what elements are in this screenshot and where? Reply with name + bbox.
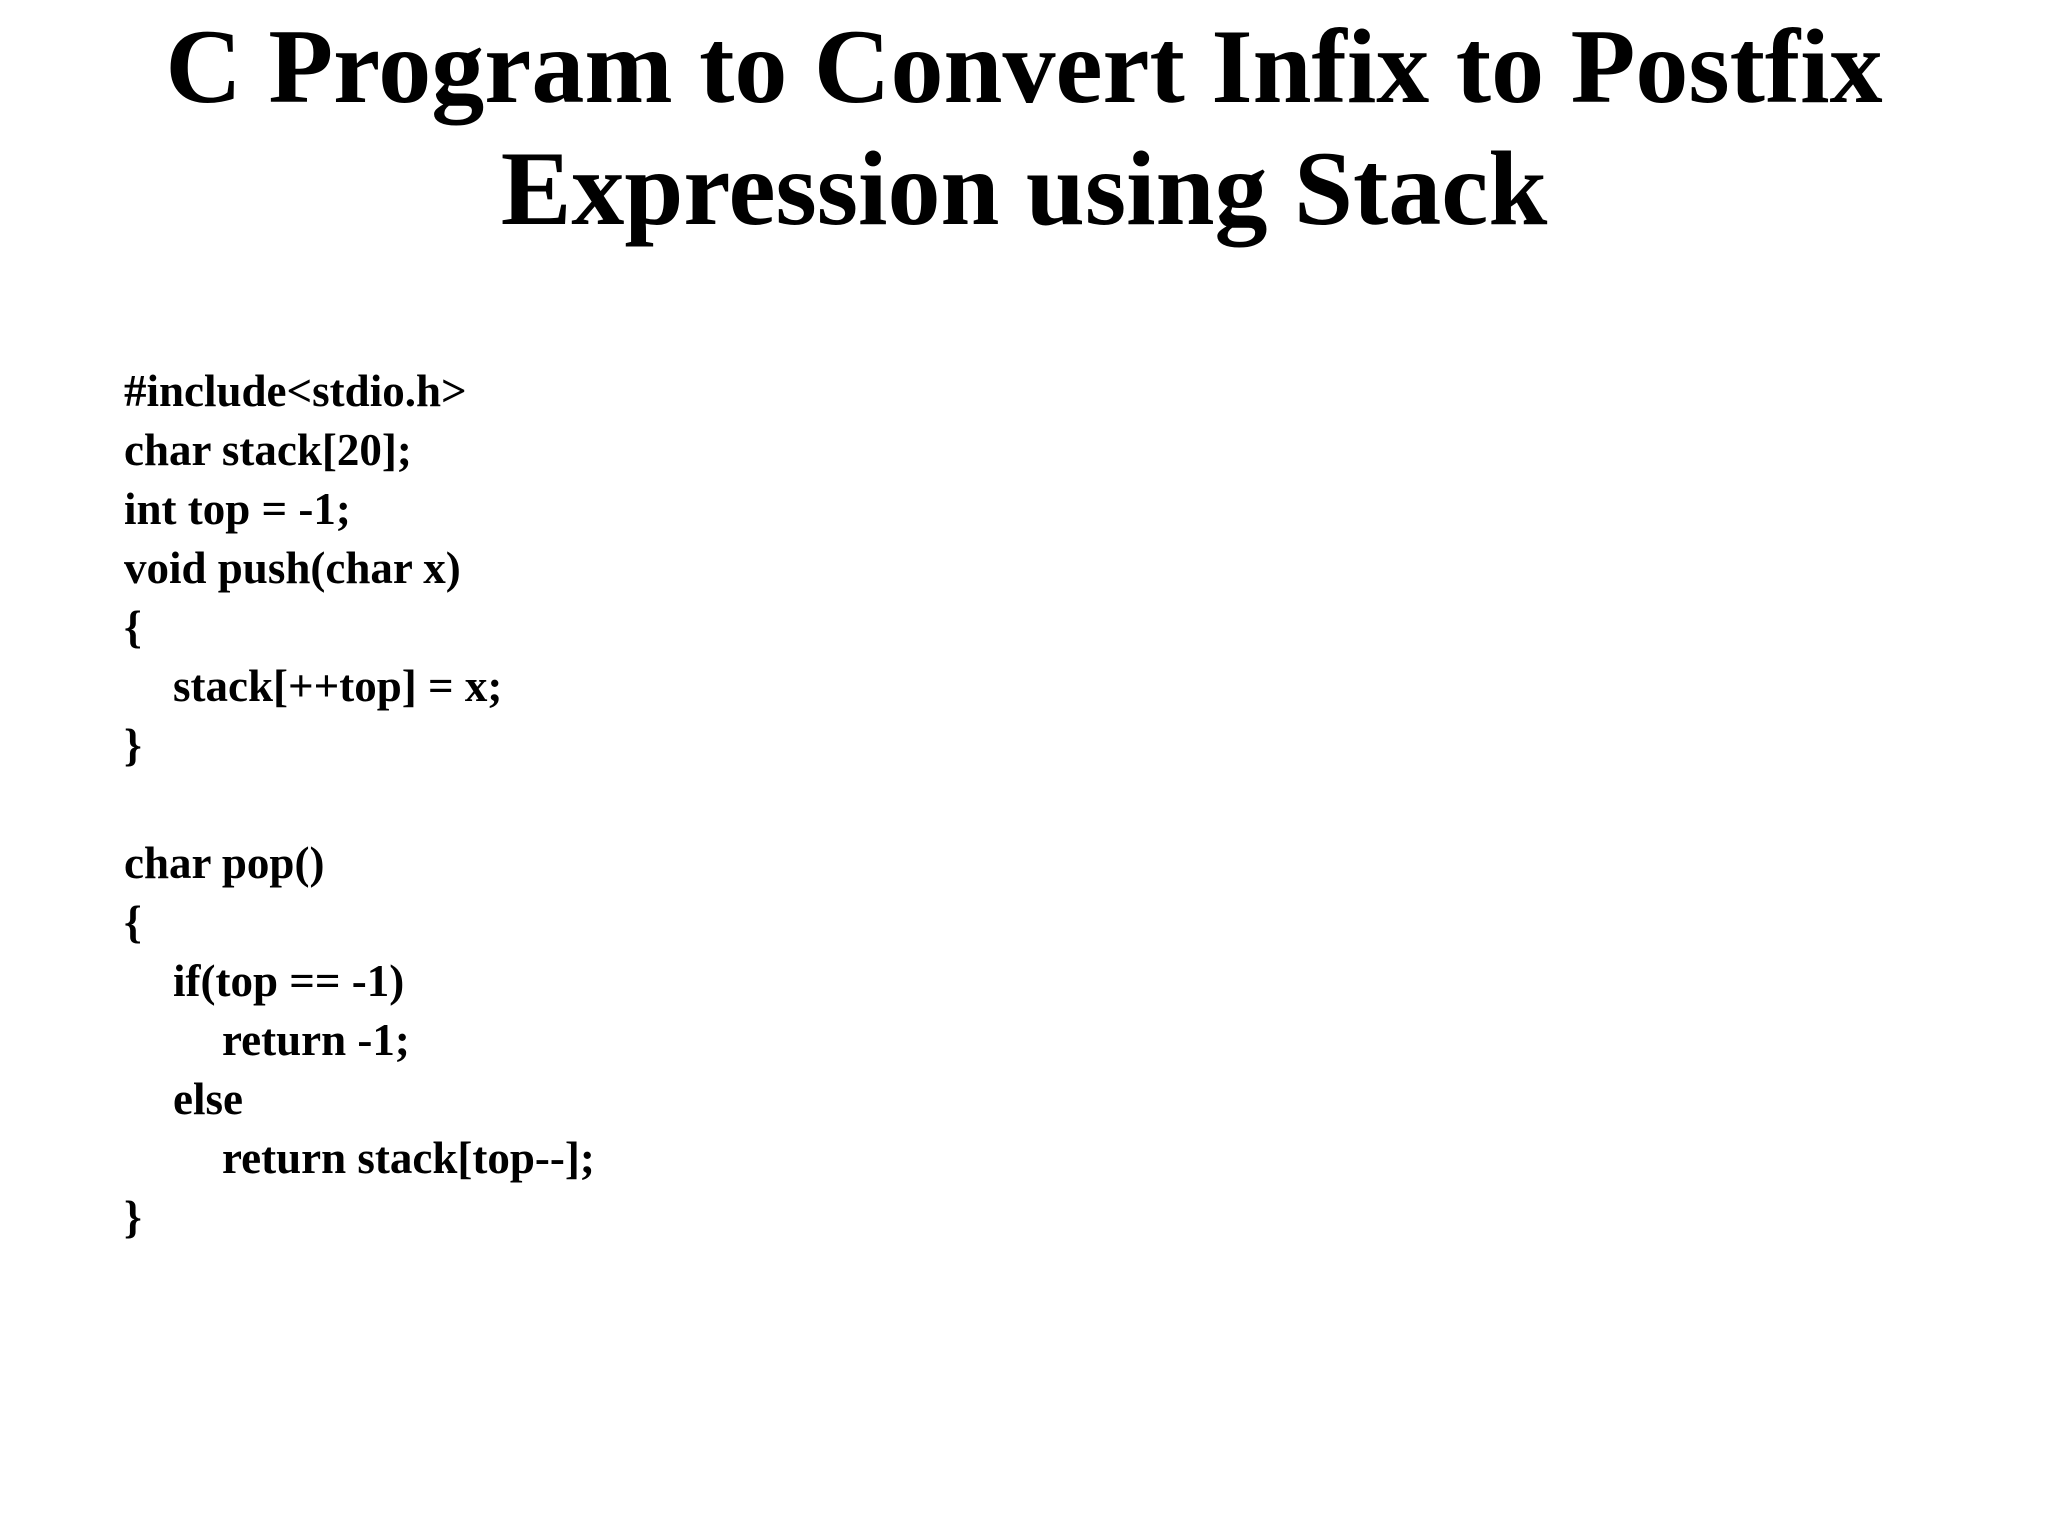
code-line: void push(char x) [124,543,461,593]
code-line: if(top == -1) [173,956,405,1006]
code-line: } [124,720,142,770]
slide-title-line-2: Expression using Stack [500,130,1548,247]
code-line: char stack[20]; [124,425,412,475]
code-line: return -1; [222,1015,410,1065]
code-line: int top = -1; [124,484,351,534]
code-line: else [173,1074,243,1124]
code-line: return stack[top--]; [222,1133,595,1183]
slide-title-line-1: C Program to Convert Infix to Postfix [165,8,1883,125]
code-line-blank [124,775,595,834]
code-line: char pop() [124,838,325,888]
slide-title [0,6,2048,250]
code-line: stack[++top] = x; [173,661,503,711]
code-block [124,362,595,1247]
code-line: { [124,897,142,947]
code-line: #include<stdio.h> [124,366,467,416]
code-line: { [124,602,142,652]
code-line: } [124,1192,142,1242]
